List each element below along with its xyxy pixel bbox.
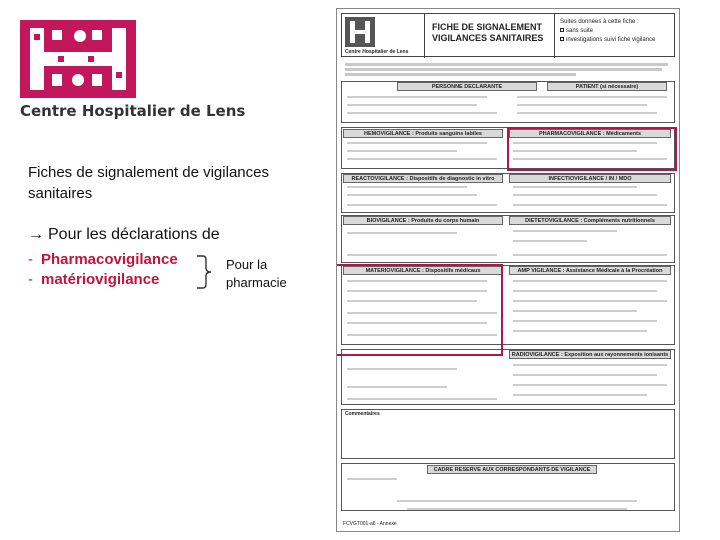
list-item-materiovigilance	[28, 271, 159, 288]
declarations-intro: Pour les déclarations de	[48, 226, 220, 243]
list-item-label: matériovigilance	[41, 271, 160, 288]
destination-label: Pour la pharmacie	[226, 257, 287, 290]
section-infecto: INFECTIOVIGILANCE / IN / MDO	[509, 174, 671, 183]
dash-bullet: -	[28, 271, 33, 288]
list-item-pharmacovigilance	[28, 251, 178, 268]
hospital-logo	[18, 18, 138, 100]
suite-option: investigations suivi fiche vigilance	[560, 36, 655, 45]
suite-title: Suites données à cette fiche :	[560, 19, 639, 25]
highlight-pharmacovigilance	[507, 127, 677, 171]
slide-title: Fiches de signalement de vigilances sanitaires	[28, 164, 269, 202]
dash-bullet: -	[28, 251, 33, 268]
section-patient: PATIENT (si nécessaire)	[547, 82, 667, 91]
declarations-line	[28, 226, 220, 244]
form-org: Centre Hospitalier de Lens	[345, 49, 409, 55]
section-amp: AMP VIGILANCE : Assistance Médicale à la Procréation	[509, 266, 671, 275]
section-reserved: CADRE RESERVE AUX CORRESPONDANTS DE VIGILANCE	[427, 465, 597, 474]
hospital-name: Centre Hospitalier de Lens	[20, 102, 246, 120]
highlight-materiovigilance	[336, 264, 503, 356]
section-materio: MATERIOVIGILANCE : Dispositifs médicaux	[343, 266, 503, 275]
section-hemo: HEMOVIGILANCE : Produits sanguins labiles	[343, 129, 503, 138]
form-code: FCVGT001-a6 - Annexe	[343, 521, 397, 527]
section-declarant: PERSONNE DECLARANTE	[397, 82, 537, 91]
section-dieteto: DIETETOVIGILANCE : Compléments nutritionnels	[509, 216, 671, 225]
brace-bracket	[195, 254, 217, 290]
section-radio: RADIOVIGILANCE : Exposition aux rayonnements ionisants	[509, 350, 671, 359]
list-item-label: Pharmacovigilance	[41, 251, 178, 268]
form-title: FICHE DE SIGNALEMENT VIGILANCES SANITAIRES	[432, 22, 544, 43]
suite-option: sans suite	[560, 27, 655, 36]
section-reacto: REACTOVIGILANCE : Dispositifs de diagnostic in vitro	[343, 174, 503, 183]
comment-label: Commentaires	[345, 411, 380, 417]
vigilance-form-image	[336, 8, 680, 532]
arrow-right-icon: →	[28, 226, 44, 243]
section-pharmaco: PHARMACOVIGILANCE : Médicaments	[509, 129, 671, 138]
section-bio: BIOVIGILANCE : Produits du corps humain	[343, 216, 503, 225]
